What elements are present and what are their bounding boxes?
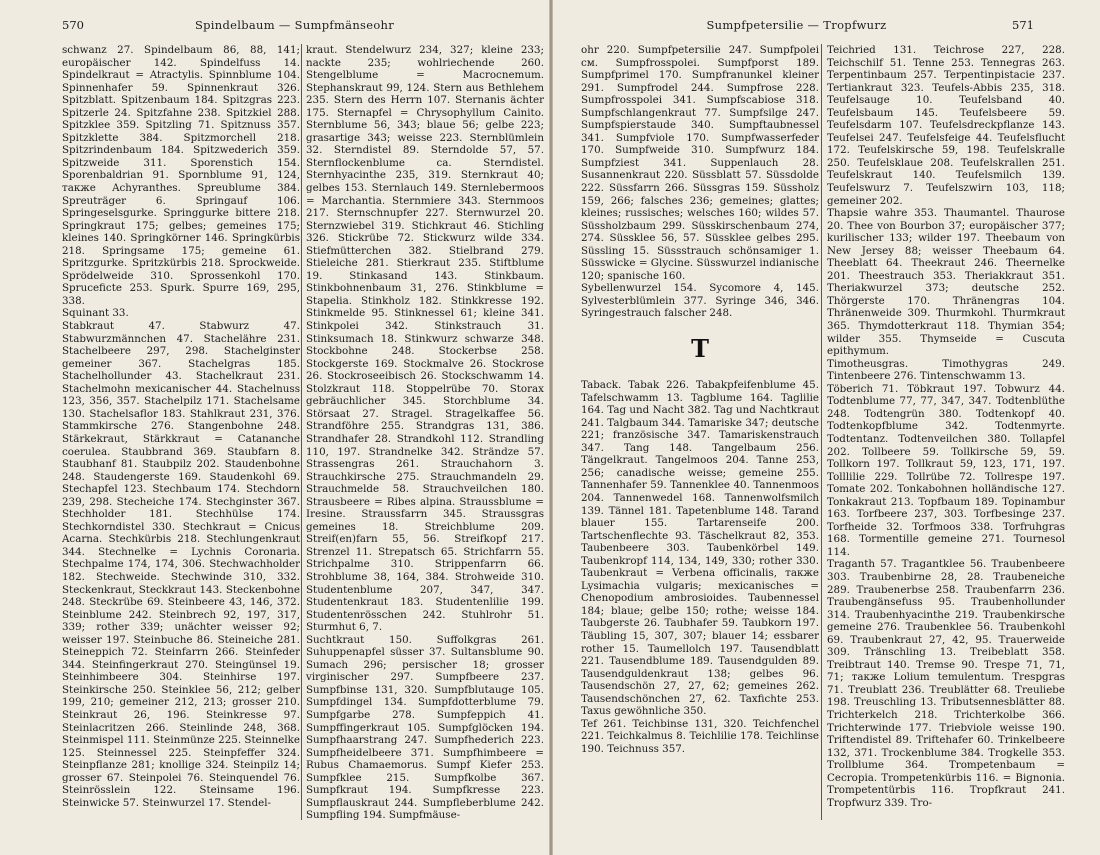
right-page-header xyxy=(553,18,1100,34)
column-rule xyxy=(301,44,302,820)
running-title: Spindelbaum — Sumpfmänseohr xyxy=(194,18,395,32)
right-column-1 xyxy=(581,44,819,844)
page-number: 570 xyxy=(62,18,84,32)
left-page xyxy=(0,0,549,855)
page-number: 571 xyxy=(1012,18,1034,32)
section-letter: T xyxy=(691,334,709,364)
index-text: schwanz 27. Spindelbaum 86, 88, 141; europäischer 142. Spindelfuss 14. Spindelkraut = Atractylis. Spinnblume 104. Spinnenhafer 59. Spinnenkraut 326. Spitzblatt. Spitzenbaum 184. Spitzgras 223. Spitzerle 24. Spitzfahne 238. Spitzkiel 288. Spitzklee 359. Spitzling 71. Spitznuss 357. Spitzklette 384. Spitzmorchell 218. Spitzrindenbaum 184. Spitzwederich 359. Spitzweide 311. Sporenstich 154. Sporenbaldrian 91. Spornblume 91, 124, также Achyranthes. Spreublume 384. Spreuträger 6. Springauf 106. Springeselsgurke. Springgurke bittere 218. Springkraut 175; gelbes; gemeines 175; kleines 140. Springkörner 146. Springkürbis 218. Springsame 175; gemeine 61. Spritzgurke. Spritzkürbis 218. Sprockweide. Sprödelweide 310. Sprossenkohl 170. Spruceficte 253. Spurk. Spurre 169, 295, 338. Squinant 33. Stabkraut 47. Stabwurz 47. Stabwurzmännchen 47. Stachelähre 231. Stachelbeere 297, 298. Stachelginster gemeiner 367. Stachelgras 185. Stachelhollunder 43. Stachelkraut 231. Stachelmohn mexicanischer 44. Stachelnuss 123, 356, 357. Stachelpilz 171. Stachelsame 130. Stachelsaflor 183. Stahlkraut 231, 376. Stammkirsche 276. Stangenbohne 248. Stärkekraut, Stärkkraut = Catananche coerulea. Staubbrand 369. Staubfarn 8. Staubhanf 81. Staubpilz 202. Staudenbohne 248. Staudengerste 169. Staudenkohl 69. Stechapfel 123. Stechbaum 174. Stechdorn 239, 298. Stecheiche 174. Stechginster 367. Stechholder 181. Stechhülse 174. Stechkorndistel 330. Stechkraut = Cnicus Acarna. Stechkürbis 218. Stechlungenkraut 344. Stechnelke = Lychnis Coronaria. Stechpalme 174, 174, 306. Stechwachholder 182. Stechweide. Stechwinde 310, 332. Steckenkraut, Steckkraut 143. Steckenbohne 248. Steckrübe 69. Steinbeere 43, 146, 372. Steinblume 242. Steinbrech 92, 197, 317, 339; rother 339; unächter weisser 92; weisser 197. Steinbuche 86. Steineiche 281. Steineppich 72. Steinfarrn 266. Steinfeder 344. Steinfingerkraut 270. Steingünsel 19. Steinhimbeere 304. Steinhirse 197. Steinkirsche 250. Steinklee 56, 212; gelber 199, 210; gemeiner 212, 213; grosser 210. Steinkraut 26, 196. Steinkresse 97. Steinlacritzen 266. Steinlinde 248, 368. Steinmispel 111. Steinmünze 225. Steinnelke 125. Steinnessel 225. Steinpfeffer 324. Steinpflanze 281; knollige 324. Steinpilz 14; grosser 67. Steinpolei 76. Steinquendel 76. Steinrösslein 122. Steinsame 196. Steinwicke 57. Steinwurzel 17. Stendel- xyxy=(62,44,300,809)
index-text: ohr 220. Sumpfpetersilie 247. Sumpfpolei см. Sumpfrosspolei. Sumpfporst 189. Sumpfprimel 170. Sumpfranunkel kleiner 291. Sumpfrodel 244. Sumpfrose 228. Sumpfrosspolei 341. Sumpfscabiose 318. Sumpfschlangenkraut 77. Sumpfsilge 247. Sumpfspierstaude 340. Sumpftaubnessel 341. Sumpfviole 170. Sumpfwasserfeder 170. Sumpfweide 310. Sumpfwurz 184. Sumpfziest 341. Suppenlauch 28. Susannenkraut 220. Süssblatt 57. Süssdolde 222. Süssfarrn 266. Süssgras 159. Süssholz 159, 266; falsches 236; gemeines; glattes; kleines; russisches; welsches 160; wildes 57. Süssholzbaum 299. Süsskirschenbaum 274, 274. Süssklee 56, 57. Süssklee gelbes 295. Süssling 15. Süssstrauch schönsamiger 1. Süsswicke = Glycine. Süsswurzel indianische 120; spanische 160. Sybellenwurzel 154. Sycomore 4, 145. Sylvesterblümlein 377. Syringe 346, 346. Syringestrauch falscher 248. xyxy=(581,44,819,320)
right-page xyxy=(553,0,1100,855)
index-text: Teichried 131. Teichrose 227, 228. Teichschilf 51. Tenne 253. Tennegras 263. Terpentinbaum 257. Terpentinpistacie 237. Tertiankraut 323. Teufels-Abbis 235, 318. Teufelsauge 10. Teufelsband 40. Teufelsbaum 145. Teufelsbeere 59. Teufelsdarm 107. Teufelsdreckpflanze 143. Teufelsei 247. Teufelsfeige 44. Teufelsflucht 172. Teufelskirsche 59, 198. Teufelskralle 250. Teufelsklaue 208. Teufelskrallen 251. Teufelskraut 140. Teufelsmilch 139. Teufelswurz 7. Teufelszwirn 103, 118; gemeiner 202. Thapsie wahre 353. Thaumantel. Thaurose 20. Thee von Bourbon 37; europäischer 377; kurilischer 133; wilder 197. Theebaum von New Jersey 88; weisser Theebaum 64. Theeblatt 64. Theekraut 246. Theernelke 201. Theestrauch 353. Theriakkraut 351. Theriakwurzel 373; deutsche 252. Thörgerste 170. Thränengras 104. Thränenweide 309. Thurmkohl. Thurmkraut 365. Thymdotterkraut 118. Thymian 354; wilder 355. Thymseide = Cuscuta epithymum. Timotheusgras. Timothygras 249. Tintenbeere 276. Tintenschwamm 13. Töberich 71. Töbkraut 197. Tobwurz 44. Todtenblume 77, 77, 347, 347. Todtenblüthe 248. Todtengrün 380. Todtenkopf 40. Todtenkopfblume 342. Todtenmyrte. Todtentanz. Todtenveilchen 380. Tollapfel 202. Tollbeere 59. Tollkirsche 59, 59. Tollkorn 197. Tollkraut 59, 123, 171, 197. Tolllilie 229. Tollrübe 72. Tollrespe 197. Tomate 202. Tonkabohnen holländische 127. Tonkakraut 213. Topfbaum 189. Topinambur 163. Torfbeere 237, 303. Torfbesinge 237. Torfheide 32. Torfmoos 338. Torfruhgras 168. Tormentille gemeine 271. Tournesol 114. Traganth 57. Tragantklee 56. Traubenbeere 303. Traubenbirne 28, 28. Traubeneiche 289. Traubenerbse 258. Traubenfarrn 236. Traubengänsefuss 95. Traubenhollunder 314. Traubenhyacinthe 219. Traubenkirsche gemeine 276. Traubenklee 56. Traubenkohl 69. Traubenkraut 27, 42, 95. Trauerweide 309. Tränschling 13. Treibeblatt 358. Treibtraut 140. Tremse 90. Trespe 71, 71, 71; также Lolium temulentum. Trespgras 71. Treublatt 236. Treublätter 68. Treuliebe 198. Treuschling 13. Tributsennesblätter 88. Trichterkelch 218. Trichterkolbe 366. Trichterwinde 177. Triebviole weisse 190. Triftendistel 89. Triftehafer 60. Trinkelbeere 132, 371. Trockenblume 384. Trogkelle 353. Trollblume 364. Trompetenbaum = Cecropia. Trompetenkürbis 116. = Bignonia. Trompetentürbis 116. Tropfkraut 241. Tropfwurz 339. Tro- xyxy=(827,44,1065,809)
left-column-2 xyxy=(306,44,544,844)
column-rule xyxy=(821,44,822,820)
running-title: Sumpfpetersilie — Tropfwurz xyxy=(706,18,887,32)
right-column-2 xyxy=(827,44,1065,844)
left-column-1 xyxy=(62,44,300,844)
left-page-header xyxy=(0,18,549,34)
index-text: Taback. Tabak 226. Tabakpfeifenblume 45. Tafelschwamm 13. Tagblume 164. Taglilie 164. Tag und Nacht 382. Tag und Nachtkraut 241. Talgbaum 344. Tamariske 347; deutsche 221; französische 347. Tamariskenstrauch 347. Tang 148. Tangelbaum 256. Tängelkraut. Tangelmoos 204. Tanne 253, 256; canadische weisse; gemeine 255. Tannenhafer 59. Tannenklee 40. Tannenmoos 204. Tannenwedel 168. Tannenwolfsmilch 139. Tännel 181. Tapetenblume 148. Tarand blauer 155. Tartarenseife 200. Tartschenflechte 93. Täschelkraut 82, 353. Taubenbeere 303. Taubenkörbel 149. Taubenkropf 114, 134, 149, 330; rother 330. Taubenkraut = Verbena officinalis, также Lysimachia vulgaris; mexicanisches = Chenopodium ambrosioides. Taubennessel 184; blaue; gelbe 150; rothe; weisse 184. Taubgerste 26. Taubhafer 59. Taubkorn 197. Täubling 15, 307, 307; blauer 14; essbarer rother 15. Taumellolch 197. Tausendblatt 221. Tausendblume 189. Tausendgulden 89. Tausendguldenkraut 138; gelbes 96. Tausendschön 27, 27, 62; gemeines 262. Tausendschönchen 27, 62. Taxfichte 253. Taxus gewöhnliche 350. Tef 261. Teichbinse 131, 320. Teichfenchel 221. Teichkalmus 8. Teichlilie 178. Teichlinse 190. Teichnuss 357. xyxy=(581,379,819,755)
index-text: kraut. Stendelwurz 234, 327; kleine 233; nackte 235; wohlriechende 260. Stengelblume = Macrocnemum. Stephanskraut 99, 124. Stern aus Bethlehem 235. Stern des Herrn 107. Sternanis ächter 175. Sternapfel = Chrysophyllum Cainito. Sternblume 56, 343; blaue 56; gelbe 223; grasartige 343; weisse 223. Sternblümlein 32. Sterndistel 89. Sterndolde 57, 57. Sternflockenblume ca. Sterndistel. Sternhyacinthe 235, 319. Sternkraut 40; gelbes 153. Sternlauch 149. Sternlebermoos = Marchantia. Sternmiere 343. Sternmoos 217. Sternschnupfer 227. Sternwurzel 20. Sternzwiebel 319. Stichkraut 46. Stichling 326. Stickrübe 72. Stickwurz wilde 334. Stiefmütterchen 382. Stielbrand 279. Stieleiche 281. Stierkraut 235. Stiftblume 19. Stinkasand 143. Stinkbaum. Stinkbohnenbaum 31, 276. Stinkblume = Stapelia. Stinkholz 182. Stinkkresse 192. Stinkmelde 95. Stinknessel 61; kleine 341. Stinkpolei 342. Stinkstrauch 31. Stinksumach 18. Stinkwurz schwarze 348. Stockbohne 248. Stockerbse 258. Stockgerste 169. Stockmalve 26. Stockrose 26. Stockroseeibisch 26. Stockschwamm 14. Stolzkraut 118. Stoppelrübe 70. Storax gebräuchlicher 345. Storchblume 34. Störsaat 27. Stragel. Stragelkaffee 56. Strandföhre 255. Strandgras 131, 386. Strandhafer 28. Strandkohl 112. Strandling 110, 197. Strandnelke 342. Strändze 57. Strassengras 261. Strauchahorn 3. Strauchkirsche 275. Strauchmandeln 29. Strauchmelde 58. Strauchveilchen 180. Strausbeere = Ribes alpina. Straussblume = Iresine. Straussfarrn 345. Straussgras gemeines 18. Streichblume 209. Streif(en)farn 55, 56. Streifkopf 217. Strenzel 11. Strepatsch 65. Strichfarrn 55. Strichpalme 310. Strippenfarrn 66. Strohblume 38, 164, 384. Strohweide 310. Studentenblume 207, 347, 347. Studentenkraut 183. Studentenlilie 199. Studentenrösschen 242. Stuhlrohr 51. Sturmhut 6, 7. Suchtkraut 150. Suffolkgras 261. Suhuppenapfel süsser 37. Sultansblume 90. Sumach 296; persischer 18; grosser virginischer 297. Sumpfbeere 237. Sumpfbinse 131, 320. Sumpfblutauge 105. Sumpfdingel 134. Sumpfdotterblume 79. Sumpfgarbe 278. Sumpfeppich 41. Sumpffingerkraut 105. Sumpfglöcken 194. Sumpfhaarstrang 247. Sumpfhederich 223. Sumpfheidelbeere 371. Sumpfhimbeere = Rubus Chamaemorus. Sumpf Kiefer 253. Sumpfklee 215. Sumpfkolbe 367. Sumpfkraut 194. Sumpfkresse 223. Sumpflauskraut 244. Sumpfleberblume 242. Sumpfling 194. Sumpfmäuse- xyxy=(306,44,544,822)
